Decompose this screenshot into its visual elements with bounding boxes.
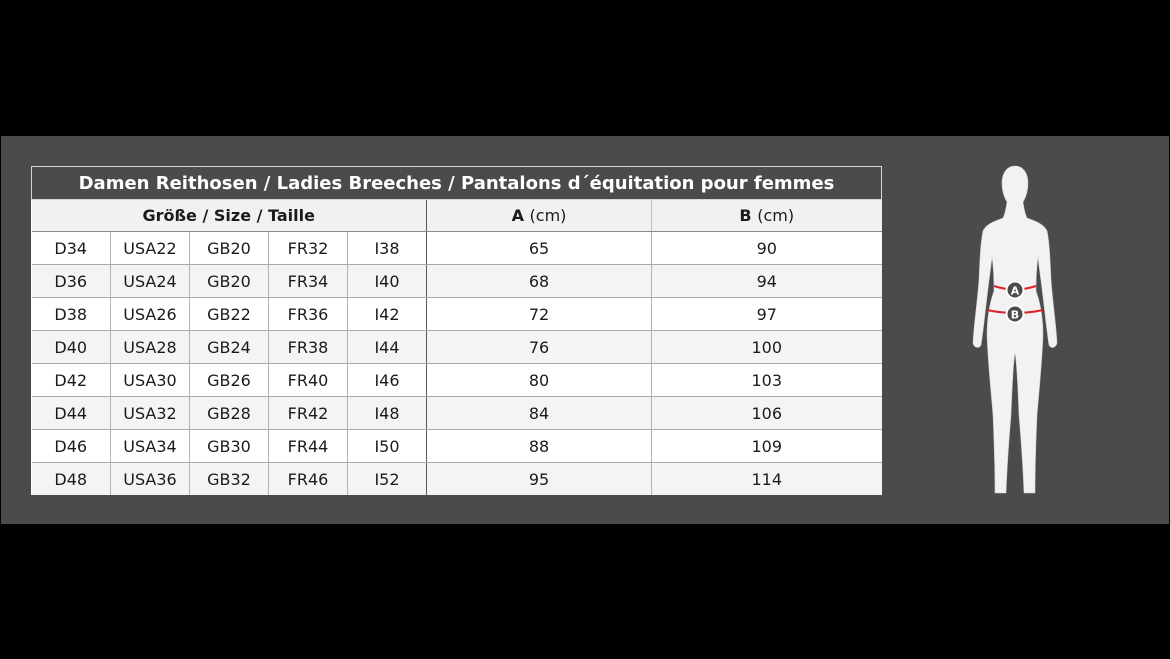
measure-b-value: 94 [652, 265, 882, 298]
size-fr: FR38 [269, 331, 348, 364]
size-usa: USA26 [111, 298, 190, 331]
marker-a-label: A [1010, 284, 1020, 298]
size-header: Größe / Size / Taille [32, 200, 427, 232]
size-usa: USA32 [111, 397, 190, 430]
table-row [32, 430, 882, 463]
size-it: I44 [348, 331, 427, 364]
size-usa: USA24 [111, 265, 190, 298]
size-de: D44 [32, 397, 111, 430]
size-it: I46 [348, 364, 427, 397]
size-gb: GB20 [190, 265, 269, 298]
measure-a-value: 95 [427, 463, 652, 496]
measure-a-value: 80 [427, 364, 652, 397]
table-title-row [32, 167, 882, 200]
table-row [32, 331, 882, 364]
size-de: D46 [32, 430, 111, 463]
measure-b-unit: (cm) [757, 206, 795, 225]
table-row [32, 397, 882, 430]
table-row [32, 232, 882, 265]
size-gb: GB26 [190, 364, 269, 397]
size-fr: FR44 [269, 430, 348, 463]
measure-a-value: 88 [427, 430, 652, 463]
size-de: D42 [32, 364, 111, 397]
table-row [32, 364, 882, 397]
size-chart-table [31, 166, 882, 495]
size-fr: FR36 [269, 298, 348, 331]
measure-a-value: 84 [427, 397, 652, 430]
measure-a-letter: A [511, 206, 524, 225]
size-usa: USA22 [111, 232, 190, 265]
measure-b-value: 106 [652, 397, 882, 430]
size-it: I50 [348, 430, 427, 463]
measure-a-value: 65 [427, 232, 652, 265]
measure-b-value: 90 [652, 232, 882, 265]
size-gb: GB20 [190, 232, 269, 265]
size-it: I52 [348, 463, 427, 496]
marker-b-label: B [1010, 308, 1020, 322]
measure-a-unit: (cm) [529, 206, 567, 225]
measure-a-value: 76 [427, 331, 652, 364]
table-row [32, 265, 882, 298]
size-it: I42 [348, 298, 427, 331]
size-gb: GB28 [190, 397, 269, 430]
table-title: Damen Reithosen / Ladies Breeches / Pantalons d´équitation pour femmes [32, 167, 882, 200]
size-it: I38 [348, 232, 427, 265]
size-gb: GB22 [190, 298, 269, 331]
size-it: I48 [348, 397, 427, 430]
size-gb: GB32 [190, 463, 269, 496]
size-fr: FR42 [269, 397, 348, 430]
size-de: D48 [32, 463, 111, 496]
size-usa: USA36 [111, 463, 190, 496]
size-fr: FR46 [269, 463, 348, 496]
measure-b-value: 97 [652, 298, 882, 331]
size-de: D38 [32, 298, 111, 331]
measure-b-value: 114 [652, 463, 882, 496]
size-de: D36 [32, 265, 111, 298]
woman-silhouette-icon [973, 166, 1057, 493]
size-fr: FR40 [269, 364, 348, 397]
measure-a-value: 68 [427, 265, 652, 298]
size-usa: USA34 [111, 430, 190, 463]
measure-b-header [652, 200, 882, 232]
size-de: D40 [32, 331, 111, 364]
measure-a-value: 72 [427, 298, 652, 331]
size-fr: FR32 [269, 232, 348, 265]
measure-b-value: 103 [652, 364, 882, 397]
measure-a-header [427, 200, 652, 232]
size-gb: GB24 [190, 331, 269, 364]
table-header-row [32, 200, 882, 232]
measure-b-value: 109 [652, 430, 882, 463]
measure-b-letter: B [739, 206, 752, 225]
size-usa: USA28 [111, 331, 190, 364]
size-gb: GB30 [190, 430, 269, 463]
size-de: D34 [32, 232, 111, 265]
measure-b-value: 100 [652, 331, 882, 364]
body-measurement-figure [965, 163, 1065, 497]
size-usa: USA30 [111, 364, 190, 397]
table-row [32, 298, 882, 331]
size-it: I40 [348, 265, 427, 298]
table-row [32, 463, 882, 496]
size-fr: FR34 [269, 265, 348, 298]
